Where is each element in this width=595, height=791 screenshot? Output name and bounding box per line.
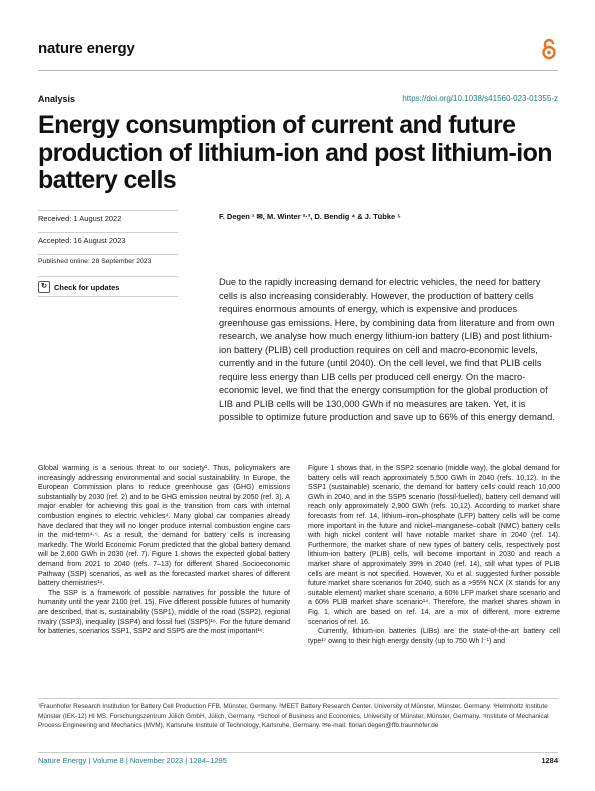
abstract: Due to the rapidly increasing demand for electric vehicles, the need for battery cells is also increasing considerably. However, the production of battery cells requires enormous amounts of energy, which is expensive and produces greenhouse gas emissions. Here, by combining data from literature and from own research, we analyse how much energy lithium-ion battery (LIB) and post lithium-ion battery (PLIB) cell production requires on cell and macro-economic levels, currently and in the future (until 2040). On the cell level, we find that PLIB cells require less energy than LIB cells per produced cell energy. On the macro-economic level, we find that the energy consumption for the global production of LIB and PLIB cells will be 130,000 GWh if no measures are taken. Yet, it is possible to optimize future production and save up to 66% of this energy demand. (219, 277, 555, 422)
header-rule (38, 70, 558, 71)
open-access-icon (540, 38, 558, 60)
journal-name[interactable]: nature energy (38, 40, 135, 57)
body-paragraph: Global warming is a serious threat to our society¹. Thus, policymakers are increasingly addressing environmental and social sustainability. In Europe, the European Commission plans to reduce greenhouse gas (GHG) emissions substantially by 2030 (ref. 2) and to be GHG emission neutral by 2050 (ref. 3). A major enabler for achieving this goal is the transition from cars with internal combustion engines to electric vehicles⁴. Many global car companies already have declared that they will no longer produce internal combustion engine cars in the mid-term⁴·⁵. As a result, the demand for battery cells is increasing markedly. The World Economic Forum predicted that the global battery demand will be 2,600 GWh in 2030 (ref. 7). Figure 1 shows the expected global battery demand from 2021 to 2040 (refs. 7–13) for different Shared Socioeconomic Pathway (SSP) scenarios, as well as the forecasted market shares of different battery chemistries¹⁴. (38, 465, 290, 588)
meta-divider (38, 232, 178, 233)
page-number: 1284 (541, 756, 558, 765)
journal-citation[interactable]: Nature Energy | Volume 8 | November 2023 | 1284–1295 (38, 756, 227, 765)
body-paragraph: Currently, lithium-ion batteries (LIBs) are the state-of-the-art battery cell type¹⁷ owing to their high energy density (up to 750 Wh l⁻¹) and (308, 628, 560, 645)
accepted-date: Accepted: 16 August 2023 (38, 236, 126, 245)
meta-divider (38, 276, 178, 277)
published-date: Published online: 28 September 2023 (38, 258, 152, 265)
refresh-icon: ↻ (38, 281, 50, 293)
check-updates-button[interactable] (38, 281, 119, 293)
article-title: Energy consumption of current and future production of lithium-ion and post lithium-ion battery cells (38, 111, 552, 194)
article-type: Analysis (38, 94, 76, 104)
affiliations-footnote: ¹Fraunhofer Research Institution for Battery Cell Production FFB, Münster, Germany. ²MEET Battery Research Center, University of Münster, Münster, Germany. ³Helmholtz Institute Münster (IEK-12) HI MS, Forschungszentrum Jülich GmbH, Jülich, Germany. ⁴School of Business and Economics, University of Münster, Münster, Germany. ⁵Institute of Mechanical Process Engineering and Mechanics (MVM), Karlsruhe Institute of Technology, Karlsruhe, Germany. ✉e-mail: florian.degen@ffb.fraunhofer.de (38, 703, 549, 729)
meta-divider (38, 210, 178, 211)
received-date: Received: 1 August 2022 (38, 214, 122, 223)
footer-divider (38, 752, 558, 753)
body-paragraph: Figure 1 shows that, in the SSP2 scenario (middle way), the global demand for battery cells will reach approximately 5,500 GWh in 2040 (refs. 10,12). In the SSP1 (sustainable) scenario, the demand for battery cells could reach 10,000 GWh in 2040, and in the SSP5 scenario (fossil-fuelled), battery cell demand will reach only approximately 2,900 GWh (refs. 10,12). According to market share forecasts from ref. 14, lithium–iron–phosphate (LFP) battery cells will be come more important in the future and nickel–manganese–cobalt (NMC) battery cells with high nickel content will have notable market share in 2040 (ref. 14). Furthermore, the market share of new types of battery cells, respectively post lithium-ion battery (PLIB) cells, will become important in 2030 and reach a market share of approximately 39% in 2040 (ref. 14), still what types of PLIB cells are meant is not specified. However, Xu et al. suggested further possible future market share scenarios for 2040, such as a >95% NCX (X stands for any suitable element) market share scenario, a 60% LFP market share scenario and a 60% PLIB market share scenario¹⁴. Therefore, the market shares shown in Fig. 1, which are based on ref. 14, are a mix of different, more extreme scenarios of ref. 16. (308, 465, 560, 626)
doi-link[interactable]: https://doi.org/10.1038/s41560-023-01355-z (402, 94, 558, 103)
body-paragraph: The SSP is a framework of possible narratives for possible the future of humanity until the year 2100 (ref. 15). Five different possible futures of humanity are described, that is, sustainability (SSP1), middle of the road (SSP2), regional rivalry (SSP3), inequality (SSP4) and fossil fuel (SSP5)¹⁶. For the future demand for batteries, scenarios SSP1, SSP2 and SSP5 are the most important¹⁶. (38, 589, 290, 636)
body-column-right (308, 464, 560, 646)
meta-divider (38, 296, 178, 297)
author-list[interactable]: F. Degen ¹ ✉, M. Winter ²·³, D. Bendig ⁴ & J. Tübke ⁵ (219, 212, 401, 221)
footnote-divider (38, 698, 558, 699)
body-column-left (38, 464, 290, 637)
check-updates-label: Check for updates (54, 282, 120, 292)
meta-divider (38, 254, 178, 255)
